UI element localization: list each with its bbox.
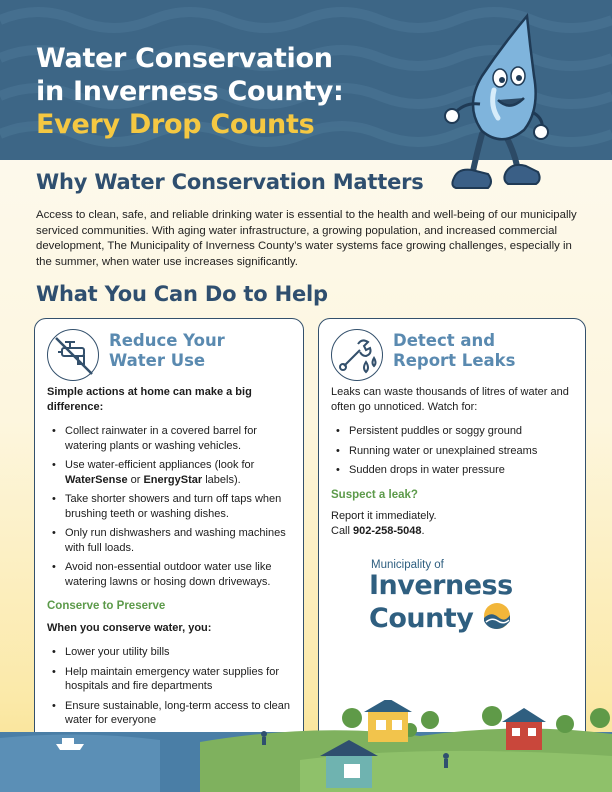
list-item: • Only run dishwashers and washing machines with full loads. bbox=[47, 526, 293, 555]
why-body: Access to clean, safe, and reliable drinking water is essential to the health and well-being of our municipally serviced communities. With aging water infrastructure, a growing population, and increased commercial development, The Municipality of Inverness County’s water systems face growing challenges, especially in the summer, when water use increases significantly. bbox=[36, 209, 577, 268]
why-heading: Why Water Conservation Matters bbox=[36, 170, 424, 194]
list-item: • Ensure sustainable, long-term access to clean water for everyone bbox=[47, 699, 293, 728]
list-item: • Lower your utility bills bbox=[47, 645, 293, 660]
call-line bbox=[331, 524, 577, 539]
landscape-illustration bbox=[0, 700, 612, 792]
report-text: Report it immediately. bbox=[331, 510, 437, 522]
list-item: • Collect rainwater in a covered barrel for watering plants or washing vehicles. bbox=[47, 424, 293, 453]
suspect-heading: Suspect a leak? bbox=[331, 488, 418, 501]
item-text: labels). bbox=[202, 473, 241, 486]
call-prefix: Call bbox=[331, 524, 354, 537]
logo-top-text: Municipality of bbox=[371, 559, 444, 571]
sun-wave-icon bbox=[482, 601, 512, 631]
conserve-lead: When you conserve water, you: bbox=[47, 621, 212, 634]
wrench-icon-badge bbox=[331, 329, 383, 381]
logo-line-2-row bbox=[369, 601, 513, 634]
watersense-label: WaterSense bbox=[65, 473, 128, 486]
list-item: • Sudden drops in water pressure bbox=[331, 463, 577, 478]
detect-title-line-1: Detect and bbox=[393, 331, 496, 350]
water-drop-mascot-icon bbox=[432, 6, 562, 196]
list-item: • Help maintain emergency water supplies for hospitals and fire departments bbox=[47, 665, 293, 694]
detect-title bbox=[393, 331, 573, 371]
reduce-title bbox=[109, 331, 289, 371]
reduce-list bbox=[47, 424, 293, 589]
detect-body bbox=[331, 385, 577, 538]
list-item: • Take shorter showers and turn off taps when brushing teeth or washing dishes. bbox=[47, 492, 293, 521]
faucet-icon bbox=[48, 330, 100, 382]
title-line-1: Water Conservation bbox=[36, 43, 333, 74]
title-line-2: in Inverness County: bbox=[36, 76, 344, 107]
list-item: • Running water or unexplained streams bbox=[331, 444, 577, 459]
list-item: • Persistent puddles or soggy ground bbox=[331, 424, 577, 439]
logo-line-1: Inverness bbox=[369, 570, 513, 601]
energystar-label: EnergyStar bbox=[143, 473, 203, 486]
conserve-heading: Conserve to Preserve bbox=[47, 600, 166, 612]
item-text: or bbox=[127, 473, 144, 486]
signs-list bbox=[331, 424, 577, 478]
faucet-icon-badge bbox=[47, 329, 99, 381]
list-item: • Avoid non-essential outdoor water use like watering lawns or hosing down driveways. bbox=[47, 560, 293, 589]
reduce-lead: Simple actions at home can make a big difference: bbox=[47, 386, 252, 413]
item-text: Use water-efficient appliances (look for bbox=[65, 459, 255, 471]
municipality-logo bbox=[369, 559, 513, 634]
reduce-body bbox=[47, 385, 293, 733]
title-subtitle: Every Drop Counts bbox=[36, 109, 315, 140]
detect-card bbox=[318, 318, 586, 748]
detect-lead: Leaks can waste thousands of litres of water and often go unnoticed. Watch for: bbox=[331, 386, 569, 413]
reduce-title-line-1: Reduce Your bbox=[109, 331, 225, 350]
logo-line-2: County bbox=[369, 603, 474, 634]
page-title bbox=[36, 42, 344, 141]
reduce-title-line-2: Water Use bbox=[109, 351, 206, 370]
help-heading: What You Can Do to Help bbox=[36, 282, 328, 306]
list-item bbox=[47, 458, 293, 487]
reduce-card bbox=[34, 318, 304, 748]
detect-title-line-2: Report Leaks bbox=[393, 351, 516, 370]
wrench-drops-icon bbox=[332, 330, 384, 382]
call-suffix: . bbox=[421, 524, 425, 537]
phone-number: 902-258-5048 bbox=[353, 524, 422, 537]
